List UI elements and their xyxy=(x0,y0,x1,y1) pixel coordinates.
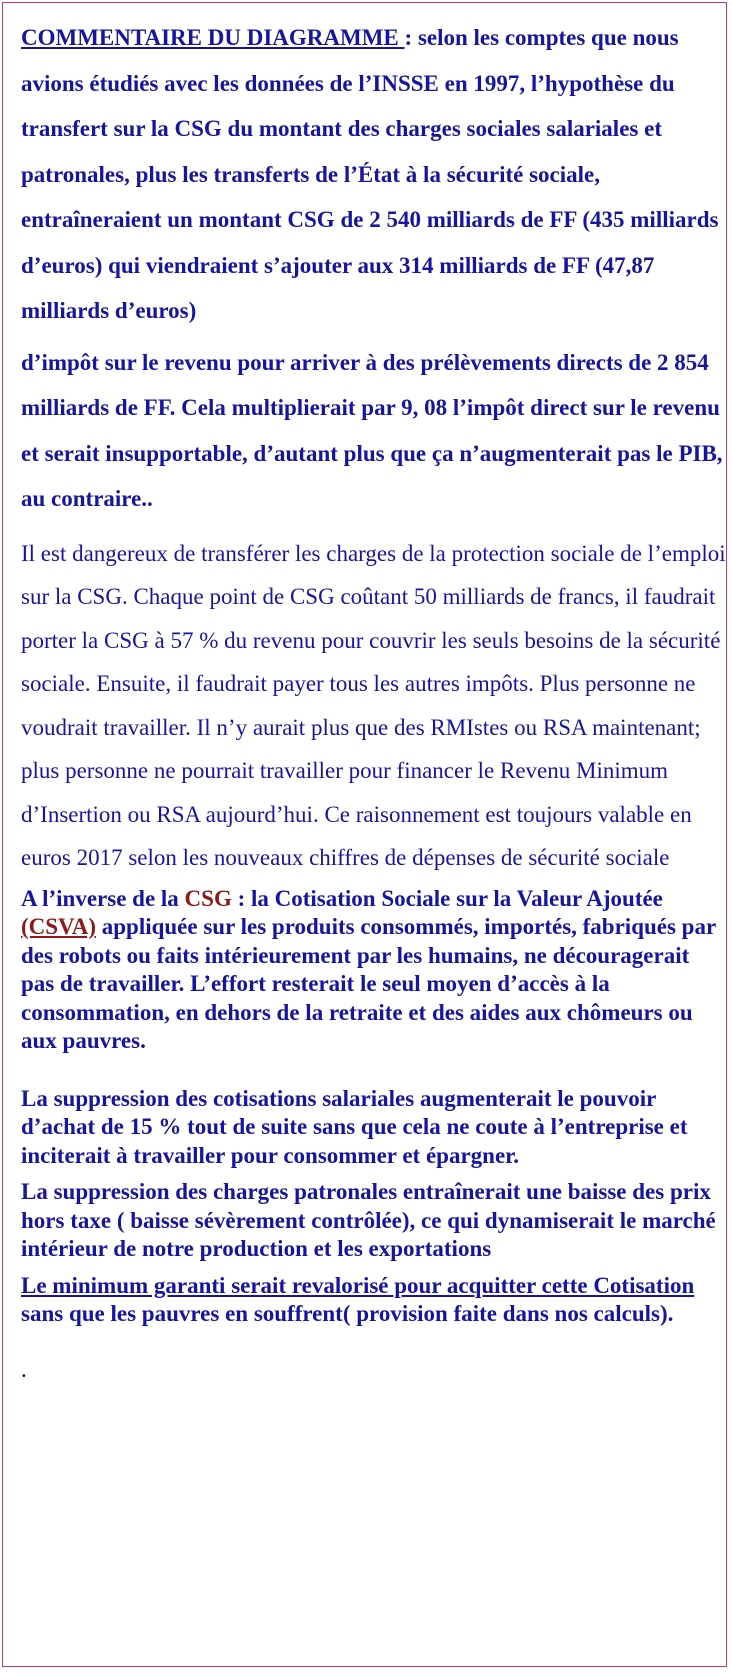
commentaire-heading: COMMENTAIRE DU DIAGRAMME xyxy=(21,25,405,50)
impot-paragraph: d’impôt sur le revenu pour arriver à des prélèvements directs de 2 854 milliards de FF. Cela multiplierait par 9, 08 l’impôt direct sur le revenu et serait insupportable, d’autant plus que ça n’augmenterait pas le PIB, au contraire.. xyxy=(21,349,723,511)
inverse-paragraph xyxy=(21,885,727,1056)
text-box-frame xyxy=(2,2,727,1667)
text-box-content xyxy=(21,15,727,1384)
csva-link[interactable]: (CSVA) xyxy=(21,914,96,939)
commentaire-text: : selon les comptes que nous avions étudiés avec les données de l’INSSE en 1997, l’hypothèse du transfert sur la CSG du montant des charges sociales salariales et patronales, plus les transferts de l’État à la sécurité sociale, entraîneraient un montant CSG de 2 540 milliards de FF (435 milliards d’euros) qui viendraient s’ajouter aux 314 milliards de FF (47,87 milliards d’euros) xyxy=(21,25,719,323)
patronales-paragraph: La suppression des charges patronales entraînerait une baisse des prix hors taxe ( baisse sévèrement contrôlée), ce qui dynamiserait le marché intérieur de notre production et les exportations xyxy=(21,1179,716,1261)
inverse-part1: A l’inverse de la xyxy=(21,885,185,911)
inverse-part3: appliquée sur les produits consommés, importés, fabriqués par des robots ou faits intérieurement par les humains, ne découragerait pas de travailler. L’effort resterait le seul moyen d’accès à la consommation, en dehors de la retraite et des aides aux chômeurs ou aux pauvres. xyxy=(21,914,716,1053)
commentaire-paragraph xyxy=(21,15,727,334)
csg-term: CSG xyxy=(184,885,232,911)
minimum-paragraph xyxy=(21,1272,727,1329)
minimum-rest: sans que les pauvres en souffrent( provision faite dans nos calculs). xyxy=(21,1301,674,1326)
minimum-underlined: Le minimum garanti serait revalorisé pour acquitter cette Cotisation xyxy=(21,1272,695,1298)
final-dot: . xyxy=(21,1356,27,1382)
danger-paragraph: Il est dangereux de transférer les charges de la protection sociale de l’emploi sur la CSG. Chaque point de CSG coûtant 50 milliards de francs, il faudrait porter la CSG à 57 % du revenu pour couvrir les seuls besoins de la sécurité sociale. Ensuite, il faudrait payer tous les autres impôts. Plus personne ne voudrait travailler. Il n’y aurait plus que des RMIstes ou RSA maintenant; plus personne ne pourrait travailler pour financer le Revenu Minimum d’Insertion ou RSA aujourd’hui. Ce raisonnement est toujours valable en euros 2017 selon les nouveaux chiffres de dépenses de sécurité sociale xyxy=(21,540,726,870)
salariales-paragraph: La suppression des cotisations salariales augmenterait le pouvoir d’achat de 15 % tout de suite sans que cela ne coute à l’entreprise et inciterait à travailler pour consommer et épargner. xyxy=(21,1085,688,1168)
inverse-part2: : la Cotisation Sociale sur la Valeur Ajoutée xyxy=(231,885,663,911)
